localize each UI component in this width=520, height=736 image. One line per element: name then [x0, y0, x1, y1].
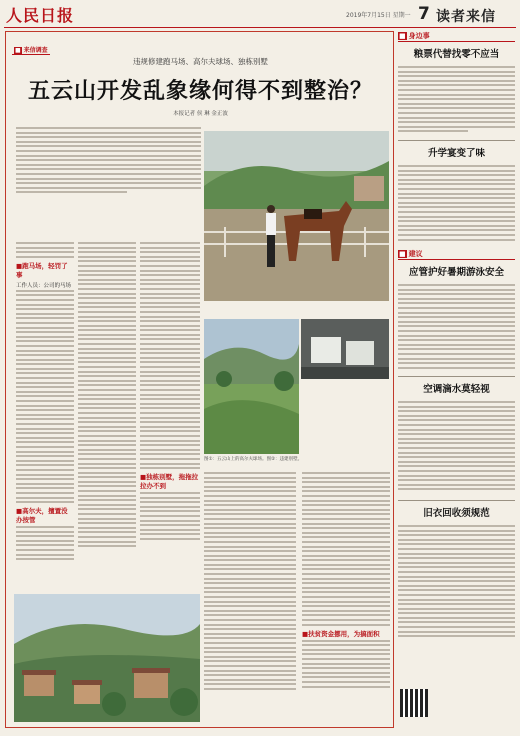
subhead-1: ■跑马场，轻罚了事: [16, 261, 68, 279]
article-headline: 五云山开发乱象缘何得不到整治？: [27, 78, 373, 104]
horse-photo: [204, 131, 389, 301]
divider: [398, 140, 515, 141]
divider: [398, 500, 515, 501]
article-byline: 本报记者 侯 琳 金正波: [173, 111, 228, 117]
sidebar-body-5: [398, 525, 515, 665]
subhead-1-quote: 工作人员：公司的马场: [16, 282, 72, 289]
sidebar-section-2: ■ 建议: [398, 249, 515, 260]
newspaper-logo: 人民日报: [6, 6, 75, 25]
sidebar-title-2: 升学宴变了味: [427, 148, 485, 159]
divider: [398, 376, 515, 377]
sidebar-section-1: ■ 身边事: [398, 31, 515, 42]
issue-date: 2019年7月15日 星期一: [346, 12, 411, 19]
qr-code: [400, 689, 428, 717]
section-label: ■ 来信调查: [12, 45, 50, 55]
sidebar-body-3: [398, 284, 515, 372]
subhead-3: ■独栋别墅，拖拖拉拉办不到: [140, 473, 199, 491]
sidebar: [398, 31, 515, 728]
main-article: [5, 31, 394, 728]
column-2: [78, 242, 136, 582]
header-rule: [4, 27, 516, 28]
column-5: [302, 472, 390, 722]
article-kicker: 违规修建跑马场、高尔夫球场、独栋别墅: [133, 57, 268, 66]
golf-course-photo: [204, 319, 299, 454]
sidebar-body-1: [398, 66, 515, 136]
photo-caption: 图①：五云山上的高尔夫球场。图②：违建别墅。: [204, 457, 303, 462]
page-number: 7: [418, 4, 430, 24]
column-4: [204, 472, 296, 722]
sidebar-title-5: 旧衣回收须规范: [423, 508, 490, 519]
sidebar-title-3: 应管护好暑期游泳安全: [408, 267, 504, 278]
column-3: [140, 242, 200, 587]
subhead-4: ■扶贫资金挪用，为搞面积: [302, 629, 380, 638]
villas-photo: [14, 594, 200, 722]
sidebar-title-4: 空调滴水莫轻视: [423, 384, 490, 395]
sidebar-body-2: [398, 165, 515, 245]
page-title: 读者来信: [436, 9, 496, 25]
sidebar-title-1: 粮票代替找零不应当: [413, 49, 500, 60]
intro-text: [16, 127, 201, 237]
storage-photo: [301, 319, 389, 379]
subhead-2: ■高尔夫，擅置没办按管: [16, 507, 68, 525]
masthead: [0, 0, 520, 28]
sidebar-body-4: [398, 401, 515, 496]
